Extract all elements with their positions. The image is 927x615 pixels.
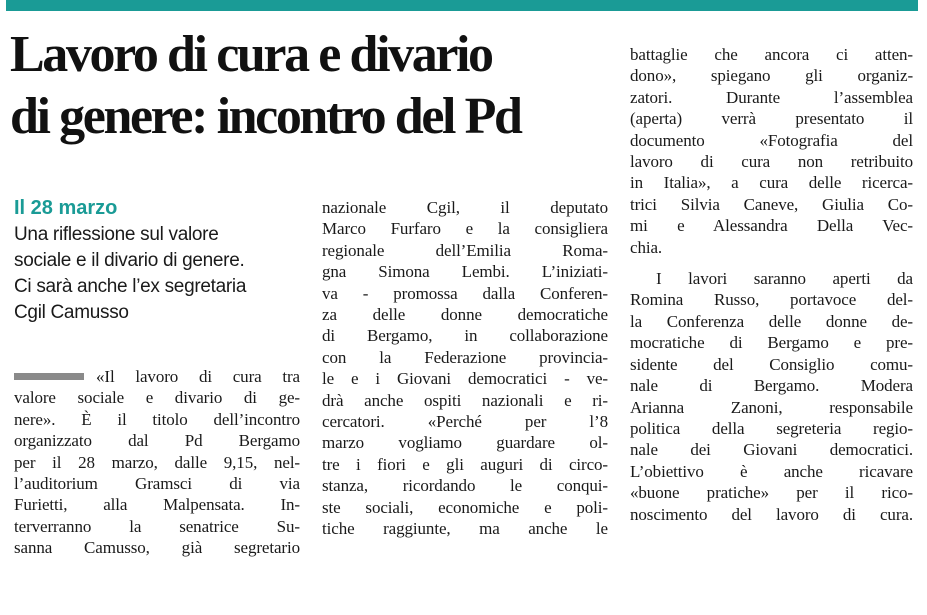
article-headline — [10, 24, 600, 148]
body-line: la Conferenza delle donne de- — [630, 311, 913, 331]
body-column-1 — [14, 366, 300, 559]
body-line: (aperta) verrà presentato il — [630, 109, 913, 129]
body-line: sanna Camusso, già segretario — [14, 538, 300, 558]
body-line: le e i Giovani democratici - ve- — [322, 369, 608, 389]
body-line: terverranno la senatrice Su- — [14, 516, 300, 536]
deck-line: sociale e il divario di genere. — [14, 250, 245, 271]
body-line: per il 28 marzo, dalle 9,15, nel- — [14, 452, 300, 472]
body-line: va - promossa dalla Conferen- — [322, 283, 608, 303]
body-line: drà anche ospiti nazionali e ri- — [322, 390, 608, 410]
body-line: «buone pratiche» per il rico- — [630, 483, 913, 503]
deck-line: Ci sarà anche l’ex segretaria — [14, 276, 247, 297]
body-line: L’obiettivo è anche ricavare — [630, 461, 913, 481]
body-line: Marco Furfaro e la consigliera — [322, 219, 608, 239]
body-line: za delle donne democratiche — [322, 305, 608, 325]
deck-line: Cgil Camusso — [14, 302, 129, 323]
body-line: Arianna Zanoni, responsabile — [630, 397, 913, 417]
top-accent-bar — [6, 0, 918, 11]
body-line: Romina Russo, portavoce del- — [630, 290, 913, 310]
body-line: organizzato dal Pd Bergamo — [14, 431, 300, 451]
article-deck — [14, 222, 314, 326]
body-line: marzo vogliamo guardare ol- — [322, 433, 608, 453]
body-line: I lavori saranno aperti da — [656, 269, 913, 289]
body-line: stanza, ricordando le conqui- — [322, 476, 608, 496]
deck-line: Una riflessione sul valore — [14, 224, 219, 245]
body-line: nere». È il titolo dell’incontro — [14, 409, 300, 429]
body-line: l’auditorium Gramsci di via — [14, 474, 300, 494]
body-line: tiche raggiunte, ma anche le — [322, 519, 608, 539]
body-line: in Italia», a cura delle ricerca- — [630, 173, 913, 193]
headline-line-2: di genere: incontro del Pd — [10, 88, 521, 145]
body-line: chia. — [630, 237, 663, 257]
headline-line-1: Lavoro di cura e divario — [10, 26, 492, 83]
body-line: nale di Bergamo. Modera — [630, 376, 913, 396]
body-line: con la Federazione provincia- — [322, 347, 608, 367]
body-column-2 — [322, 197, 608, 540]
body-line: noscimento del lavoro di cura. — [630, 504, 913, 524]
body-line: Furietti, alla Malpensata. In- — [14, 495, 300, 515]
body-line: mocratiche di Bergamo e pre- — [630, 333, 913, 353]
body-column-3 — [630, 44, 913, 525]
body-line: trici Silvia Caneve, Giulia Co- — [630, 194, 913, 214]
body-line: gna Simona Lembi. L’iniziati- — [322, 262, 608, 282]
body-line: mi e Alessandra Della Vec- — [630, 216, 913, 236]
body-line: regionale dell’Emilia Roma- — [322, 240, 608, 260]
body-line: dono», spiegano gli organiz- — [630, 66, 913, 86]
body-line: valore sociale e divario di ge- — [14, 388, 300, 408]
body-line: cercatori. «Perché per l’8 — [322, 412, 608, 432]
article-kicker: Il 28 marzo — [14, 197, 118, 219]
lead-rule-icon — [14, 373, 84, 380]
body-line: politica della segreteria regio- — [630, 418, 913, 438]
body-line: sidente del Consiglio comu- — [630, 354, 913, 374]
body-line: lavoro di cura non retribuito — [630, 152, 913, 172]
body-line: nazionale Cgil, il deputato — [322, 198, 608, 217]
body-line: «Il lavoro di cura tra — [14, 366, 300, 387]
body-line: documento «Fotografia del — [630, 130, 913, 150]
body-line: battaglie che ancora ci atten- — [630, 45, 913, 64]
paragraph-gap — [630, 258, 913, 268]
body-line: zatori. Durante l’assemblea — [630, 87, 913, 107]
body-line: di Bergamo, in collaborazione — [322, 326, 608, 346]
body-line: tre i fiori e gli auguri di circo- — [322, 454, 608, 474]
body-line: ste sociali, economiche e poli- — [322, 497, 608, 517]
body-line: nale dei Giovani democratici. — [630, 440, 913, 460]
